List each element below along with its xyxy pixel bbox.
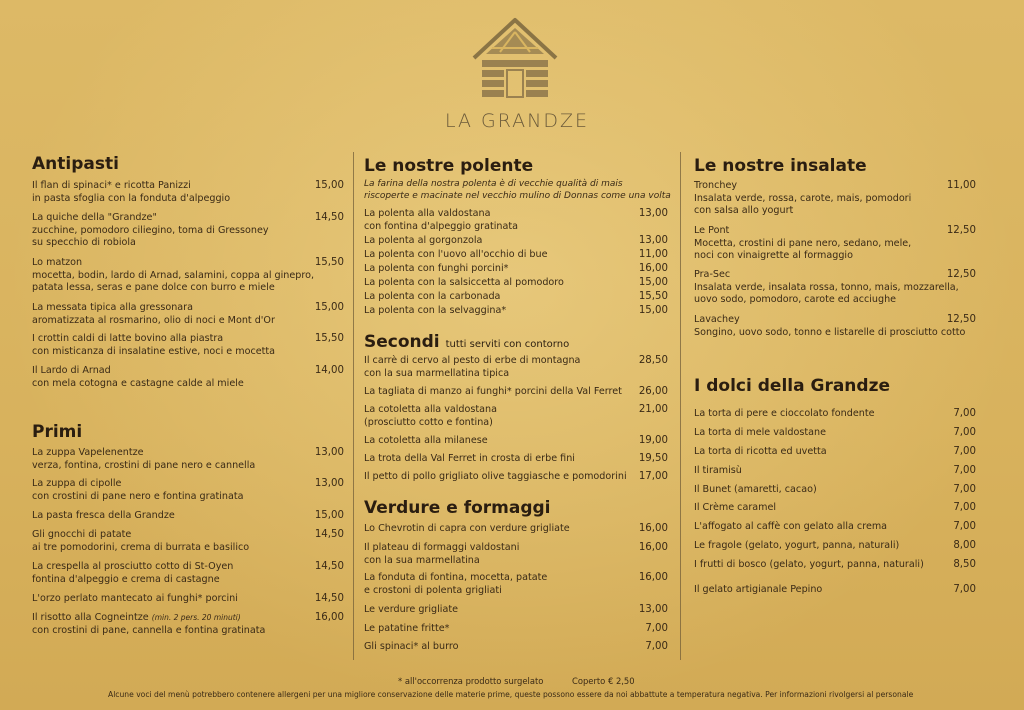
- item-price: 7,00: [953, 584, 976, 595]
- item-price: 15,00: [314, 302, 344, 313]
- item-name: La cotoletta alla milanese: [364, 435, 488, 446]
- item-name: Il Bunet (amaretti, cacao): [694, 484, 817, 495]
- coperto-note: Coperto € 2,50: [572, 676, 635, 686]
- item-price: 7,00: [953, 446, 976, 457]
- column-divider: [680, 152, 681, 660]
- item-name: Il flan di spinaci* e ricotta Panizzi: [32, 180, 191, 191]
- section-verdure: [364, 498, 668, 518]
- item-name: La fonduta di fontina, mocetta, patate: [364, 572, 548, 583]
- item-name: La torta di ricotta ed uvetta: [694, 446, 827, 457]
- item-name: I crottin caldi di latte bovino alla piastra: [32, 333, 224, 344]
- section-title: I dolci della Grandze: [694, 376, 890, 396]
- item-name: La polenta al gorgonzola: [364, 235, 483, 246]
- item-price: 12,50: [946, 314, 976, 325]
- menu-item: [364, 641, 668, 654]
- menu-item: [694, 427, 976, 440]
- menu-item: [32, 365, 344, 390]
- menu-item: [694, 269, 976, 307]
- intro-line: riscoperte e macinate nel vecchio mulino di Donnas come una volta: [364, 191, 671, 201]
- menu-item: [32, 478, 344, 503]
- section-dolci: [694, 376, 976, 396]
- item-name: La polenta con l'uovo all'occhio di bue: [364, 249, 548, 260]
- menu-item: [364, 386, 668, 399]
- item-name: La polenta con la salsiccetta al pomodoro: [364, 277, 564, 288]
- menu-item: [694, 521, 976, 534]
- item-price: 13,00: [638, 604, 668, 615]
- item-desc: aromatizzata al rosmarino, olio di noci e Mont d'Or: [32, 314, 275, 326]
- alpine-chalet-icon: [470, 14, 560, 104]
- section-title: Verdure e formaggi: [364, 498, 551, 518]
- menu-item: [364, 404, 668, 429]
- section-title: Primi: [32, 422, 83, 442]
- item-price: 7,00: [953, 484, 976, 495]
- menu-item: [694, 540, 976, 553]
- section-intro: [364, 178, 671, 202]
- item-name: Il carrè di cervo al pesto di erbe di montagna: [364, 355, 581, 366]
- section-subtitle: tutti serviti con contorno: [445, 339, 570, 350]
- item-name: La crespella al prosciutto cotto di St-Oyen: [32, 561, 234, 572]
- item-price: 16,00: [638, 542, 668, 553]
- section-title: Le nostre polente: [364, 156, 534, 176]
- item-price: 17,00: [638, 471, 668, 482]
- item-desc: ai tre pomodorini, crema di burrata e basilico: [32, 541, 250, 553]
- item-price: 8,50: [953, 559, 976, 570]
- item-name: La polenta con funghi porcini*: [364, 263, 509, 274]
- item-name: La polenta con la carbonada: [364, 291, 501, 302]
- item-desc: verza, fontina, crostini di pane nero e cannella: [32, 459, 256, 471]
- item-price: 12,50: [946, 269, 976, 280]
- item-price: 26,00: [638, 386, 668, 397]
- menu-item: [364, 523, 668, 536]
- column-divider: [353, 152, 354, 660]
- item-desc: fontina d'alpeggio e crema di castagne: [32, 573, 220, 585]
- item-desc: (prosciutto cotto e fontina): [364, 416, 493, 428]
- item-name: Il Lardo di Arnad: [32, 365, 111, 376]
- item-name: Le verdure grigliate: [364, 604, 459, 615]
- item-name: Le patatine fritte*: [364, 623, 450, 634]
- item-price: 11,00: [638, 249, 668, 260]
- item-name: Pra-Sec: [694, 269, 731, 280]
- item-name: La polenta con la selvaggina*: [364, 305, 507, 316]
- item-name: Le Pont: [694, 225, 730, 236]
- item-desc: con crostini di pane, cannella e fontina gratinata: [32, 624, 266, 636]
- menu-item: [694, 559, 976, 572]
- item-name: Lavachey: [694, 314, 740, 325]
- item-desc: uovo sodo, pomodoro, carote ed acciughe: [694, 294, 897, 306]
- item-name: Lo matzon: [32, 257, 83, 268]
- item-desc: mocetta, bodin, lardo di Arnad, salamini, coppa al ginepro,: [32, 269, 315, 281]
- item-price: 14,50: [314, 529, 344, 540]
- item-price: 16,00: [638, 263, 668, 274]
- item-name: La tagliata di manzo ai funghi* porcini della Val Ferret: [364, 386, 622, 397]
- item-price: 7,00: [645, 641, 668, 652]
- menu-item: [364, 305, 668, 318]
- item-name: L'orzo perlato mantecato ai funghi* porcini: [32, 593, 238, 604]
- section-polente: [364, 156, 668, 176]
- item-name: La trota della Val Ferret in crosta di erbe fini: [364, 453, 575, 464]
- section-primi: [32, 422, 344, 442]
- item-name: Gli spinaci* al burro: [364, 641, 459, 652]
- menu-item: [364, 435, 668, 448]
- item-price: 14,50: [314, 212, 344, 223]
- item-name: La zuppa Vapelenentze: [32, 447, 144, 458]
- restaurant-name: LA GRANDZE: [444, 110, 590, 132]
- item-name: Il tiramisù: [694, 465, 742, 476]
- item-desc: su specchio di robiola: [32, 237, 136, 249]
- item-price: 15,00: [638, 305, 668, 316]
- menu-item: [364, 291, 668, 304]
- frozen-note: * all'occorrenza prodotto surgelato: [398, 676, 544, 686]
- menu-item: [364, 263, 668, 276]
- menu-item: [32, 180, 344, 205]
- item-price: 19,50: [638, 453, 668, 464]
- menu-item: [32, 447, 344, 472]
- menu-item: [694, 225, 976, 263]
- item-price: 13,00: [314, 447, 344, 458]
- item-name: Lo Chevrotin di capra con verdure grigliate: [364, 523, 570, 534]
- menu-item: [364, 208, 668, 233]
- item-price: 15,50: [314, 257, 344, 268]
- item-price: 7,00: [953, 427, 976, 438]
- menu-item: [364, 623, 668, 636]
- intro-line: La farina della nostra polenta è di vecchie qualità di mais: [364, 179, 623, 189]
- item-price: 15,00: [314, 180, 344, 191]
- item-desc: e crostoni di polenta grigliati: [364, 584, 502, 596]
- item-price: 7,00: [953, 465, 976, 476]
- item-price: 16,00: [638, 523, 668, 534]
- menu-item: [694, 484, 976, 497]
- item-price: 8,00: [953, 540, 976, 551]
- item-desc: con misticanza di insalatine estive, noci e mocetta: [32, 345, 276, 357]
- menu-item: [32, 333, 344, 358]
- item-price: 15,50: [638, 291, 668, 302]
- item-name: Il Crème caramel: [694, 502, 777, 513]
- menu-item: [364, 572, 668, 597]
- section-insalate: [694, 156, 976, 176]
- item-price: 13,00: [638, 208, 668, 219]
- item-name: La torta di mele valdostane: [694, 427, 827, 438]
- item-name: La messata tipica alla gressonara: [32, 302, 193, 313]
- menu-item: [694, 502, 976, 515]
- item-price: 7,00: [645, 623, 668, 634]
- item-note: (min. 2 pers. 20 minuti): [151, 613, 241, 622]
- item-desc: Mocetta, crostini di pane nero, sedano, mele,: [694, 237, 912, 249]
- menu-item: [694, 314, 976, 339]
- item-price: 7,00: [953, 521, 976, 532]
- item-desc: patata lessa, seras e pane dolce con burro e miele: [32, 282, 275, 294]
- item-price: 21,00: [638, 404, 668, 415]
- menu-item: [364, 542, 668, 567]
- item-name: I frutti di bosco (gelato, yogurt, panna, naturali): [694, 559, 924, 570]
- item-price: 16,00: [638, 572, 668, 583]
- allergen-note: Alcune voci del menù potrebbero contenere allergeni per una migliore conservazione delle materie prime, queste possono essere da noi abbattute a temperatura negativa. Per informazioni rivolgersi al personale: [108, 690, 914, 699]
- item-price: 14,00: [314, 365, 344, 376]
- item-name: La polenta alla valdostana: [364, 208, 491, 219]
- section-title: Antipasti: [32, 154, 119, 174]
- menu-item: [32, 510, 344, 523]
- item-price: 7,00: [953, 502, 976, 513]
- item-price: 13,00: [314, 478, 344, 489]
- item-price: 15,50: [314, 333, 344, 344]
- item-name: La torta di pere e cioccolato fondente: [694, 408, 875, 419]
- item-name: Il petto di pollo grigliato olive taggiasche e pomodorini: [364, 471, 627, 482]
- item-price: 15,00: [314, 510, 344, 521]
- menu-item: [364, 277, 668, 290]
- item-desc: con la sua marmellatina: [364, 554, 480, 566]
- section-title: Le nostre insalate: [694, 156, 867, 176]
- menu-item: [364, 249, 668, 262]
- item-price: 15,00: [638, 277, 668, 288]
- menu-item: [694, 465, 976, 478]
- item-price: 14,50: [314, 561, 344, 572]
- item-name: La zuppa di cipolle: [32, 478, 122, 489]
- item-desc: con salsa allo yogurt: [694, 205, 794, 217]
- section-secondi: [364, 332, 668, 352]
- item-price: 11,00: [946, 180, 976, 191]
- menu-item: [32, 529, 344, 554]
- item-desc: zucchine, pomodoro ciliegino, toma di Gressoney: [32, 224, 269, 236]
- menu-item: [32, 593, 344, 606]
- item-desc: con la sua marmellatina tipica: [364, 367, 510, 379]
- menu-item: [694, 180, 976, 218]
- item-price: 16,00: [314, 612, 344, 623]
- item-desc: con fontina d'alpeggio gratinata: [364, 220, 519, 232]
- menu-item: [694, 584, 976, 597]
- item-name: Il risotto alla Cogneintze: [32, 612, 149, 623]
- item-name: Tronchey: [694, 180, 738, 191]
- item-desc: in pasta sfoglia con la fonduta d'alpeggio: [32, 192, 231, 204]
- item-price: 19,00: [638, 435, 668, 446]
- item-name: Le fragole (gelato, yogurt, panna, naturali): [694, 540, 900, 551]
- item-desc: Songino, uovo sodo, tonno e listarelle di prosciutto cotto: [694, 326, 966, 338]
- item-price: 28,50: [638, 355, 668, 366]
- menu-item: [694, 446, 976, 459]
- menu-item: [32, 257, 344, 295]
- menu-item: [364, 235, 668, 248]
- item-desc: con crostini di pane nero e fontina gratinata: [32, 490, 244, 502]
- item-name: La pasta fresca della Grandze: [32, 510, 175, 521]
- item-desc: noci con vinaigrette al formaggio: [694, 250, 853, 262]
- menu-item: [364, 453, 668, 466]
- item-name: La quiche della "Grandze": [32, 212, 157, 223]
- item-price: 14,50: [314, 593, 344, 604]
- menu-item: [364, 471, 668, 484]
- item-name: Gli gnocchi di patate: [32, 529, 132, 540]
- item-price: 12,50: [946, 225, 976, 236]
- menu-item: [32, 561, 344, 586]
- menu-item: [364, 604, 668, 617]
- menu-item: [32, 212, 344, 250]
- menu-item: [32, 612, 344, 637]
- menu-item: [32, 302, 344, 327]
- item-desc: Insalata verde, rossa, carote, mais, pomodori: [694, 192, 912, 204]
- section-title: Secondi: [364, 332, 440, 352]
- item-price: 7,00: [953, 408, 976, 419]
- section-antipasti: [32, 154, 344, 174]
- menu-item: [694, 408, 976, 421]
- item-desc: Insalata verde, insalata rossa, tonno, mais, mozzarella,: [694, 281, 959, 293]
- item-name: La cotoletta alla valdostana: [364, 404, 497, 415]
- item-name: Il plateau di formaggi valdostani: [364, 542, 520, 553]
- menu-item: [364, 355, 668, 380]
- item-price: 13,00: [638, 235, 668, 246]
- item-name: L'affogato al caffè con gelato alla crema: [694, 521, 888, 532]
- item-desc: con mela cotogna e castagne calde al miele: [32, 377, 244, 389]
- item-name: Il gelato artigianale Pepino: [694, 584, 823, 595]
